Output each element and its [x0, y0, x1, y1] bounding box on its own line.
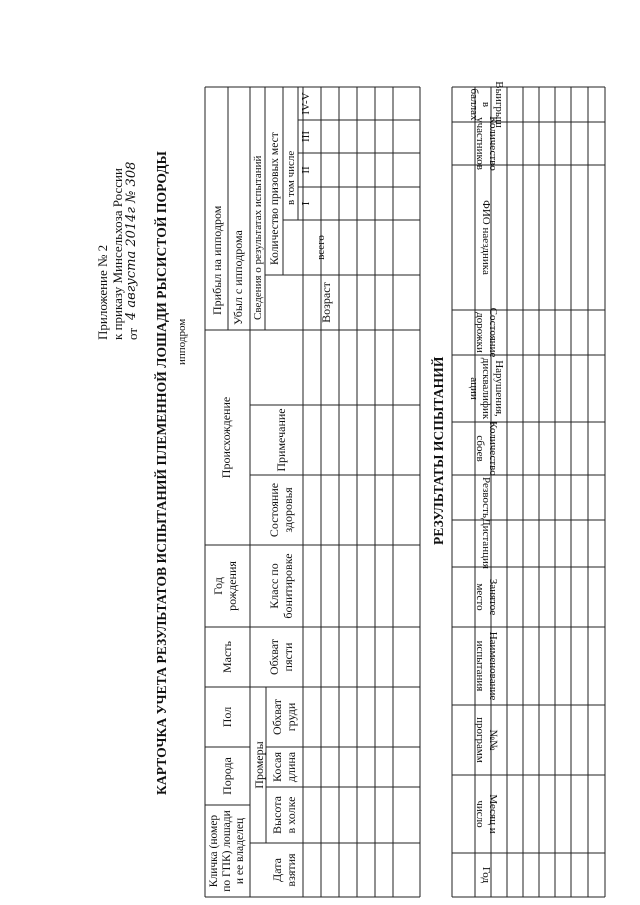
col-participants [456, 116, 516, 171]
col-distance-line: Дистанция [480, 518, 493, 569]
col-test-info: Сведения о результатах испытаний [252, 155, 264, 320]
col-nickname-2: по ГПК) лошади [221, 810, 233, 892]
col-pastern-2: пясти [281, 642, 295, 672]
col-programs-line: программ [474, 717, 486, 763]
col-winnings [456, 81, 516, 128]
col-violations-line: Нарушения, [492, 360, 505, 417]
col-breed: Порода [220, 757, 234, 795]
col-driver-line: ФИО наездника [480, 200, 493, 275]
col-track-line: дорожки [474, 312, 486, 353]
col-class-2: бонитировке [281, 553, 295, 619]
col-pastern-1: Обхват [267, 638, 281, 676]
col-place-2: II [300, 166, 312, 174]
col-including: в том числе [285, 150, 297, 205]
col-height-1: Высота [270, 796, 284, 834]
order-date-handwritten: 4 августа 2014г № 308 [124, 161, 139, 320]
col-month-day-line: Месяц и [486, 794, 499, 834]
col-month-day [456, 775, 516, 853]
col-participants-line: участников [474, 117, 486, 170]
appendix-label: Приложение № 2 [95, 244, 110, 340]
order-date-prefix: от [125, 327, 140, 340]
col-test-name [456, 627, 516, 705]
col-oblique-2: длина [284, 751, 298, 783]
col-chest-2: груди [284, 702, 298, 732]
col-track-line: Состояние [486, 307, 499, 358]
col-nickname-1: Кличка (номер [208, 814, 220, 888]
card-title: КАРТОЧКА УЧЕТА РЕЗУЛЬТАТОВ ИСПЫТАНИЙ ПЛЕМЕННОЙ ЛОШАДИ РЫСИСТОЙ ПОРОДЫ [154, 150, 169, 795]
col-origin: Происхождение [219, 396, 233, 479]
col-birth-year-1: Год [211, 577, 225, 595]
results-title: РЕЗУЛЬТАТЫ ИСПЫТАНИЙ [431, 356, 446, 545]
col-violations-line: дисквалифик [480, 357, 493, 420]
col-month-day-line: число [474, 800, 486, 828]
col-health-1: Состояние [267, 482, 281, 538]
col-birth-year-2: рождения [225, 561, 239, 611]
col-breakdowns-line: сбоев [474, 435, 486, 462]
col-place-line: место [474, 583, 486, 611]
order-line: к приказу Минсельхоза России [110, 168, 125, 340]
col-prize-places: Количество призовых мест [269, 132, 281, 265]
col-programs-line: №№ [486, 729, 499, 751]
col-health-2: здоровья [281, 487, 295, 533]
col-place-line: Занятое [486, 578, 499, 616]
col-note: Примечание [274, 408, 288, 472]
col-participants-line: Количество [486, 116, 499, 171]
col-distance [456, 520, 516, 567]
col-programs [456, 705, 516, 775]
col-breakdowns-line: Количество [486, 421, 499, 476]
col-sex: Пол [220, 706, 234, 728]
col-height-2: в холке [284, 796, 298, 834]
col-arrived: Прибыл на ипподром [210, 205, 224, 315]
col-class-1: Класс по [267, 563, 281, 609]
col-age: Возраст [319, 282, 333, 323]
col-place [456, 567, 516, 627]
col-left: Убыл с ипподрома [231, 230, 245, 325]
col-measurements: Промеры [252, 741, 266, 789]
col-date-taken-2: взятия [284, 853, 298, 887]
col-color: Масть [220, 640, 234, 674]
col-oblique-1: Косая [270, 751, 284, 783]
col-year-line: Год [480, 866, 493, 884]
col-year [456, 853, 516, 897]
col-speed-line: Резвость [480, 477, 493, 518]
col-winnings-line: Выигрыш [492, 81, 505, 128]
col-place-3: III [300, 131, 312, 142]
col-chest-1: Обхват [270, 698, 284, 736]
col-winnings-line: в баллах [467, 88, 493, 121]
col-place-4: IV-V [300, 92, 312, 115]
col-violations-line: ации [467, 377, 480, 400]
col-speed [456, 475, 516, 520]
col-nickname-3: и ее владелец [234, 817, 246, 885]
col-test-name-line: испытания [474, 640, 486, 692]
col-test-name-line: Наименование [486, 631, 499, 701]
col-violations [456, 355, 516, 422]
col-total: всего [315, 235, 327, 260]
col-track [456, 307, 516, 358]
col-place-1: I [300, 201, 312, 206]
title-hippodrome: ипподром [176, 318, 188, 365]
col-date-taken-1: Дата [270, 858, 284, 882]
col-driver [456, 165, 516, 310]
col-breakdowns [456, 422, 516, 475]
